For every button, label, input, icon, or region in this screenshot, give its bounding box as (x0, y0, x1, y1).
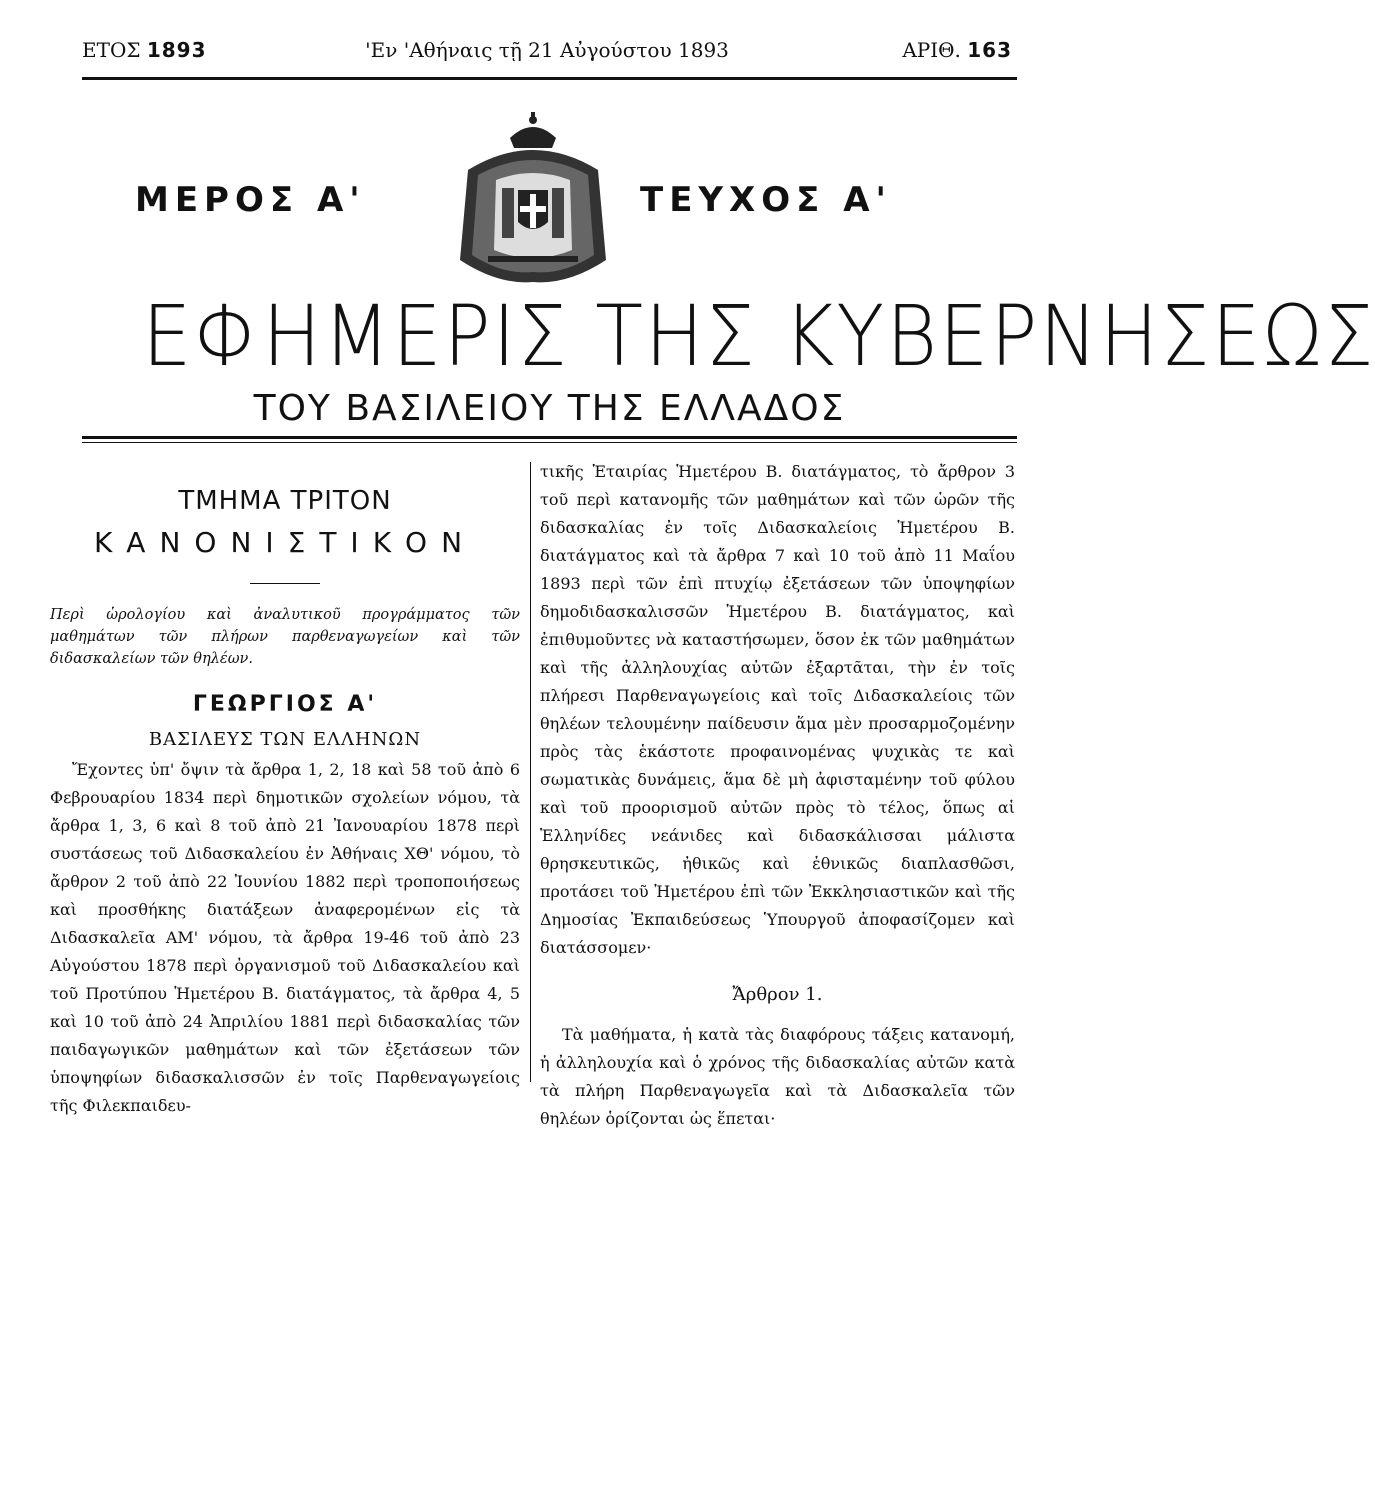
newspaper-title: ΕΦΗΜΕΡΙΣ ΤΗΣ ΚΥΒΕΡΝΗΣΕΩΣ (142, 287, 1375, 385)
king-title: ΒΑΣΙΛΕΥΣ ΤΩΝ ΕΛΛΗΝΩΝ (148, 729, 422, 750)
year-value: 1893 (146, 38, 207, 62)
section-title: ΤΜΗΜΑ ΤΡΙΤΟΝ (178, 486, 392, 516)
decree-summary: Περὶ ὡρολογίου καὶ ἀναλυτικοῦ προγράμματος τῶν μαθημάτων τῶν πλήρων παρθεναγωγείων καὶ τῶν διδασκαλείων τῶν θηλέων. (50, 607, 520, 667)
column-divider (530, 462, 531, 1082)
decree-preamble-left: Ἔχοντες ὑπ' ὄψιν τὰ ἄρθρα 1, 2, 18 καὶ 58 τοῦ ἀπὸ 6 Φεβρουαρίου 1834 περὶ δημοτικῶν σχολείων νόμου, τὰ ἄρθρα 1, 3, 6 καὶ 8 τοῦ ἀπὸ 21 Ἰανουαρίου 1878 περὶ συστάσεως τοῦ Διδασκαλείου ἐν Ἀθήναις ΧΘ' νόμου, τὸ ἄρθρον 2 τοῦ ἀπὸ 22 Ἰουνίου 1882 περὶ τροποποιήσεως καὶ προσθήκης διατάξεων ἀναφερομένων εἰς τὰ Διδασκαλεῖα ΑΜ' νόμου, τὰ ἄρθρα 19-46 τοῦ ἀπὸ 23 Αὐγούστου 1878 περὶ ὀργανισμοῦ τοῦ Διδασκαλείου καὶ τοῦ Προτύπου Ἡμετέρου Β. διατάγματος, τὰ ἄρθρα 4, 5 καὶ 10 τοῦ ἀπὸ 24 Ἀπριλίου 1881 περὶ διδασκαλίας τῶν παιδαγωγικῶν μαθημάτων καὶ τῶν ἐξετάσεων τῶν ὑποψηφίων διδασκαλισσῶν ἐν τοῖς Παρθεναγωγείοις τῆς Φιλεκπαιδευ- (50, 760, 520, 1115)
volume-label: ΤΕΥΧΟΣ Α' (640, 180, 892, 220)
article-text: Τὰ μαθήματα, ἡ κατὰ τὰς διαφόρους τάξεις κατανομή, ἡ ἀλληλουχία καὶ ὁ χρόνος τῆς διδασκαλίας αὐτῶν κατὰ τὰ πλήρη Παρθεναγωγεῖα καὶ τὰ Διδασκαλεῖα τῶν θηλέων ὁρίζονται ὡς ἕπεται· (540, 1025, 1015, 1128)
newspaper-subtitle: ΤΟΥ ΒΑΣΙΛΕΙΟΥ ΤΗΣ ΕΛΛΑΔΟΣ (253, 388, 846, 429)
decree-preamble-right: τικῆς Ἑταιρίας Ἡμετέρου Β. διατάγματος, τὸ ἄρθρον 3 τοῦ περὶ κατανομῆς τῶν μαθημάτων καὶ τῶν ὡρῶν τῆς διδασκαλίας ἐν τοῖς Διδασκαλείοις Ἡμετέρου Β. διατάγματος καὶ τὰ ἄρθρα 7 καὶ 10 τοῦ ἀπὸ 11 Μαΐου 1893 περὶ τῶν ἐπὶ πτυχίῳ ἐξετάσεων τῶν ὑποψηφίων δημοδιδασκαλισσῶν Ἡμετέρου Β. διατάγματος, καὶ ἐπιθυμοῦντες νὰ καταστήσωμεν, ὅσον ἐκ τῶν μαθημάτων καὶ τῆς ἀλληλουχίας αὐτῶν ἐξαρτᾶται, τὴν ἐν τοῖς πλήρεσι Παρθεναγωγείοις καὶ τοῖς Διδασκαλείοις τῶν θηλέων τελουμένην παίδευσιν ἅμα μὲν προσαρμοζομένην πρὸς τὰς ἑκάστοτε προφαινομένας ψυχικὰς τε καὶ σωματικὰς δυνάμεις, ἅμα δὲ μὴ ἀφισταμένην τοῦ φύλου καὶ τοῦ προορισμοῦ αὐτῶν πρὸς τὸ τέλος, ὅπως αἱ Ἑλληνίδες νεάνιδες καὶ διδασκάλισσαι μάλιστα θρησκευτικῶς, ἠθικῶς καὶ ἐθνικῶς διαπλασθῶσι, προτάσει τοῦ Ἡμετέρου ἐπὶ τῶν Ἐκκλησιαστικῶν καὶ τῆς Δημοσίας Ἐκπαιδεύσεως Ὑπουργοῦ ἀποφασίζομεν καὶ διατάσσομεν· (540, 462, 1015, 957)
issue-line (902, 38, 1012, 62)
king-name: ΓΕΩΡΓΙΟΣ Α' (192, 692, 378, 717)
dateline: 'Εν 'Αθήναις τῇ 21 Αὐγούστου 1893 (365, 38, 729, 62)
right-column (540, 458, 1015, 1133)
royal-coat-of-arms-icon (448, 110, 618, 290)
page-header (82, 38, 1012, 68)
masthead-rule-thin (82, 442, 1017, 443)
year-label: ΕΤΟΣ (82, 38, 141, 62)
left-column (50, 470, 520, 1120)
section-divider (250, 583, 320, 584)
header-rule (82, 77, 1017, 80)
masthead-rule (82, 436, 1017, 439)
part-label: ΜΕΡΟΣ Α' (135, 180, 366, 220)
issue-label: ΑΡΙΘ. (902, 38, 961, 62)
section-subtitle: ΚΑΝΟΝΙΣΤΙΚΟΝ (93, 526, 477, 559)
issue-value: 163 (967, 38, 1012, 62)
article-heading: Ἄρθρον 1. (732, 984, 823, 1005)
